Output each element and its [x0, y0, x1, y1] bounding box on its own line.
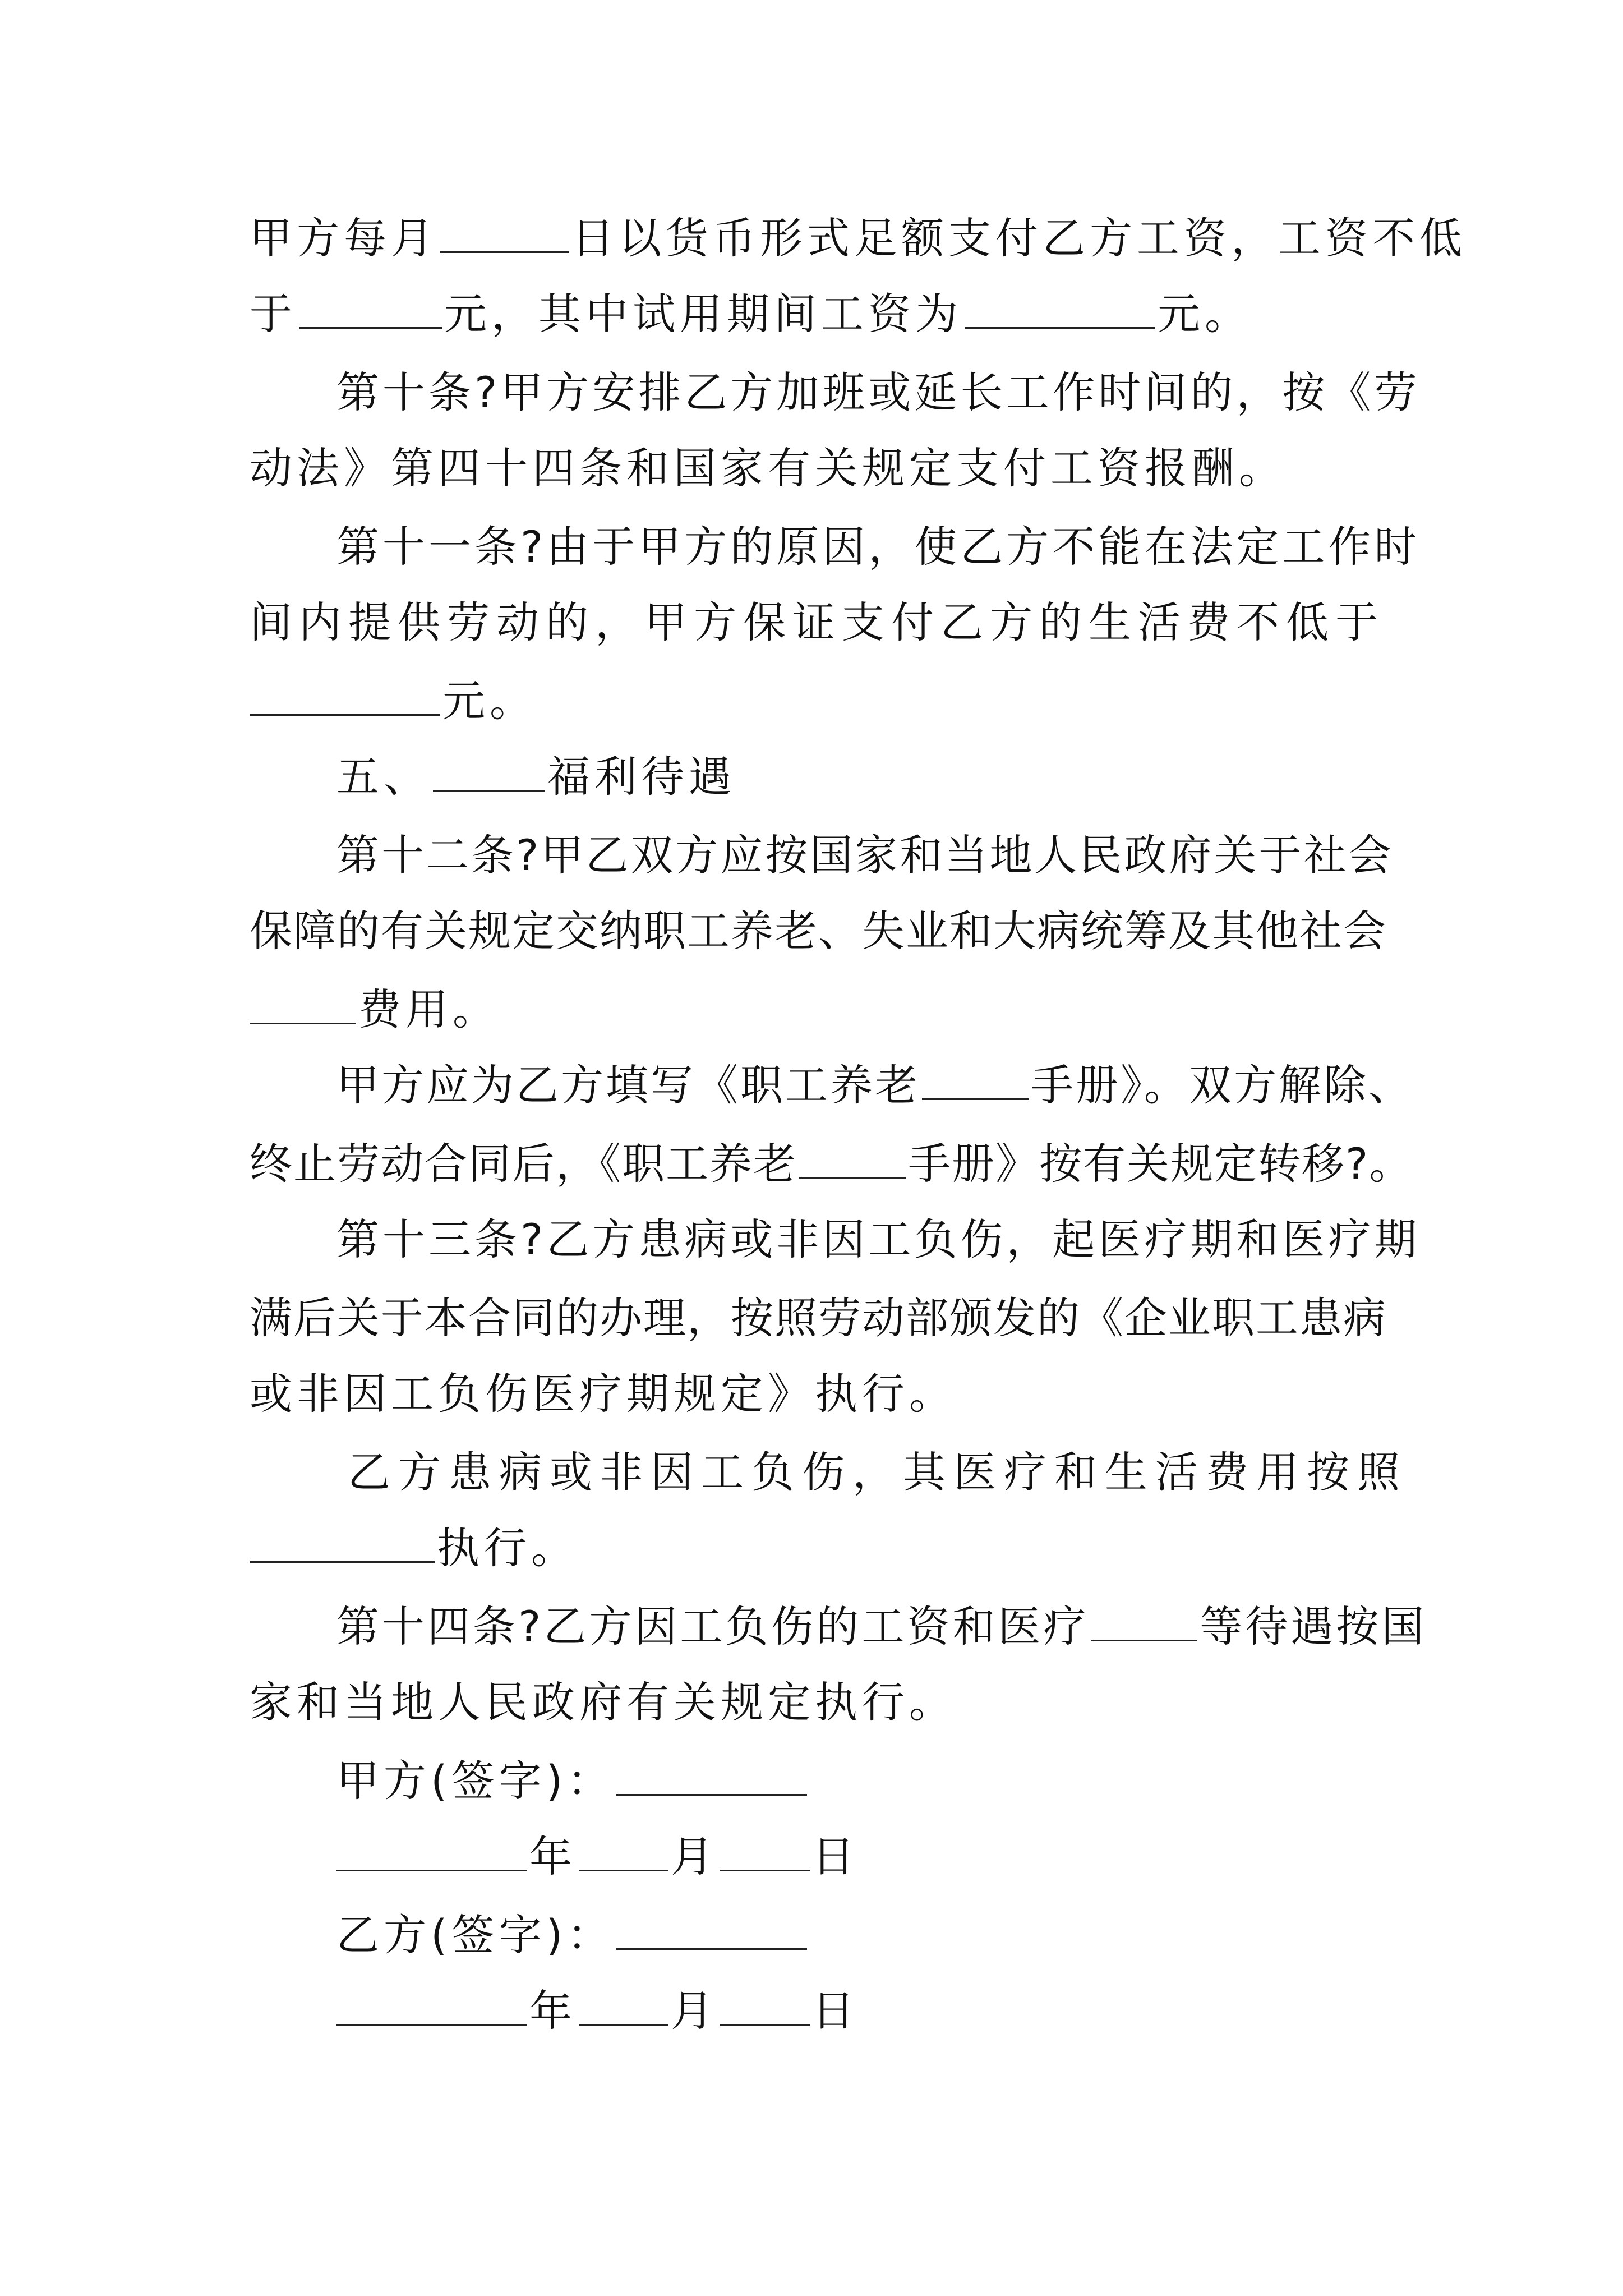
- text-segment: 手册》。双方解除、: [1031, 1060, 1413, 1110]
- text-segment: 第十三条?乙方患病或非因工负伤，起医疗期和医疗期: [336, 1214, 1421, 1264]
- text-line: [250, 210, 1467, 266]
- text-line: [336, 365, 1421, 421]
- signature-party-b: [336, 1907, 1382, 1963]
- text-segment: 动法》第四十四条和国家有关规定支付工资报酬。: [250, 443, 1286, 493]
- text-line: [250, 1366, 1382, 1422]
- text-segment: 甲方每月: [250, 213, 438, 263]
- text-segment: 日: [812, 1832, 859, 1881]
- year-field[interactable]: [336, 1984, 527, 2026]
- day-field[interactable]: [720, 1984, 810, 2026]
- text-segment: 家和当地人民政府有关规定执行。: [250, 1677, 956, 1727]
- blank-field[interactable]: [250, 674, 440, 716]
- year-field[interactable]: [336, 1829, 527, 1871]
- blank-field[interactable]: [922, 1058, 1029, 1100]
- text-segment: 保障的有关规定交纳职工养老、失业和大病统筹及其他社会: [250, 906, 1387, 956]
- text-segment: 间内提供劳动的，甲方保证支付乙方的生活费不低于: [250, 597, 1385, 647]
- text-segment: 月: [671, 1986, 718, 2036]
- text-segment: 年: [529, 1832, 577, 1881]
- blank-field[interactable]: [799, 1137, 906, 1179]
- month-field[interactable]: [579, 1829, 668, 1871]
- signature-label: 乙方(签字)：: [336, 1910, 615, 1960]
- text-segment: 第十四条?乙方因工负伤的工资和医疗: [336, 1602, 1089, 1651]
- text-line: [336, 1057, 1413, 1114]
- text-segment: 年: [529, 1986, 577, 2036]
- signature-label: 甲方(签字)：: [336, 1756, 615, 1806]
- text-segment: 第十一条?由于甲方的原因，使乙方不能在法定工作时: [336, 522, 1421, 572]
- signature-party-a: [336, 1753, 1382, 1809]
- text-segment: 日以货币形式足额支付乙方工资，工资不低: [571, 213, 1467, 263]
- blank-field[interactable]: [250, 1521, 435, 1563]
- text-segment: 手册》按有关规定转移?。: [908, 1139, 1413, 1189]
- date-line: [336, 1983, 1382, 2039]
- text-line: [250, 1674, 1382, 1731]
- text-segment: 终止劳动合同后，《职工养老: [250, 1139, 797, 1189]
- text-segment: 等待遇按国: [1200, 1602, 1427, 1651]
- text-segment: 第十条?甲方安排乙方加班或延长工作时间的，按《劳: [336, 367, 1421, 417]
- text-line: [336, 1212, 1421, 1268]
- text-line: [336, 1599, 1427, 1655]
- text-segment: 福利待遇: [547, 752, 736, 802]
- text-line: [250, 903, 1387, 959]
- text-line: [336, 827, 1394, 884]
- section-heading: [336, 749, 1382, 805]
- text-line: [250, 286, 1382, 342]
- blank-field[interactable]: [965, 287, 1155, 329]
- text-segment: 或非因工负伤医疗期规定》执行。: [250, 1369, 956, 1419]
- day-field[interactable]: [720, 1829, 810, 1871]
- text-segment: 甲方应为乙方填写《职工养老: [336, 1060, 920, 1110]
- text-segment: 日: [812, 1986, 859, 2036]
- signature-field[interactable]: [616, 1908, 807, 1950]
- text-line: [250, 595, 1385, 651]
- text-line: [336, 519, 1421, 575]
- month-field[interactable]: [579, 1984, 668, 2026]
- text-segment: 元。: [442, 676, 537, 726]
- blank-field[interactable]: [433, 749, 545, 792]
- text-segment: 月: [671, 1832, 718, 1881]
- signature-field[interactable]: [616, 1754, 807, 1796]
- text-line: [250, 1290, 1387, 1346]
- text-segment: 元，其中试用期间工资为: [444, 289, 962, 339]
- text-segment: 第十二条?甲乙双方应按国家和当地人民政府关于社会: [336, 830, 1394, 880]
- text-segment: 元。: [1158, 289, 1252, 339]
- text-line: [250, 1136, 1413, 1192]
- text-segment: 乙方患病或非因工负伤，其医疗和生活费用按照: [348, 1447, 1408, 1497]
- text-segment: 满后关于本合同的办理，按照劳动部颁发的《企业职工患病: [250, 1293, 1387, 1343]
- text-segment: 费用。: [358, 984, 500, 1034]
- blank-field[interactable]: [250, 982, 356, 1024]
- text-segment: 于: [250, 289, 297, 339]
- text-segment: 五、: [336, 752, 431, 802]
- text-line: [348, 1444, 1408, 1501]
- text-line: [250, 440, 1382, 496]
- text-line: [250, 982, 1382, 1038]
- blank-field[interactable]: [440, 211, 569, 253]
- text-segment: 执行。: [437, 1523, 578, 1573]
- text-line: [250, 673, 1382, 729]
- text-line: [250, 1520, 1382, 1576]
- blank-field[interactable]: [299, 287, 442, 329]
- blank-field[interactable]: [1091, 1599, 1197, 1641]
- date-line: [336, 1829, 1382, 1885]
